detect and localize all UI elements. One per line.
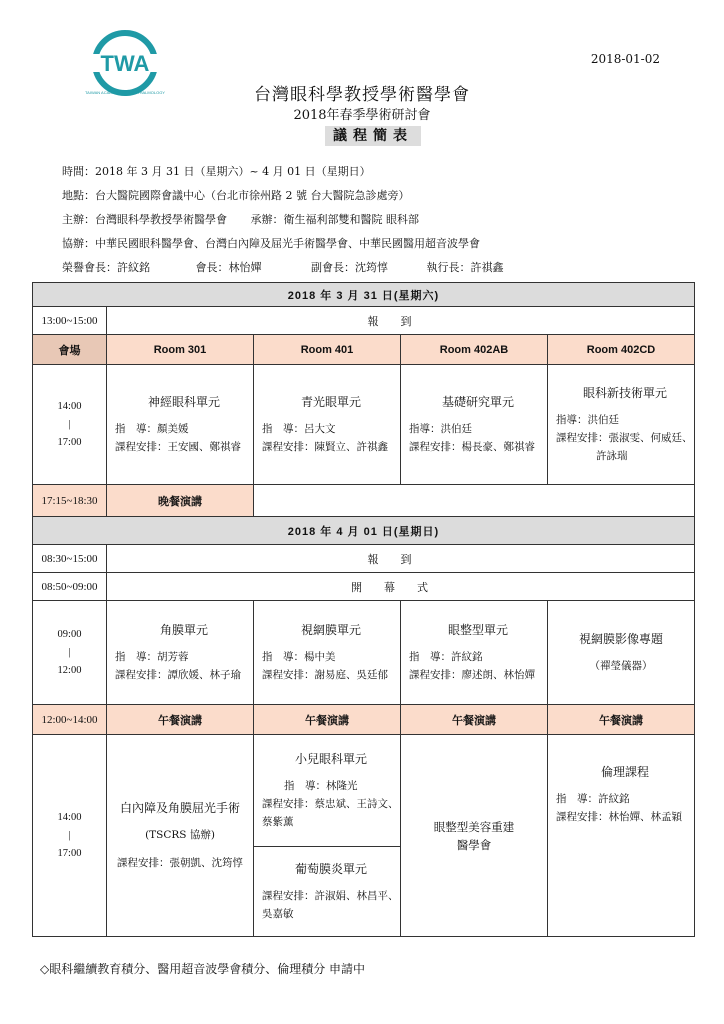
schedule-table bbox=[32, 282, 695, 937]
room-301: Room 301 bbox=[107, 335, 254, 365]
day2-reg-time: 08:30~15:00 bbox=[33, 545, 107, 573]
info-host-row bbox=[62, 211, 419, 227]
session-oculoplastic: 眼整型單元 指 導：許紋銘 課程安排：廖述朗、林怡嬋 bbox=[401, 601, 548, 705]
day2-reg-label: 報到 bbox=[107, 545, 695, 573]
day1-dinner-row bbox=[33, 485, 695, 517]
session-ethics: 倫理課程 指 導：許紋銘 課程安排：林怡嬋、林孟穎 bbox=[548, 735, 695, 937]
day2-afternoon-time: 14:00 | 17:00 bbox=[33, 735, 107, 937]
day1-room-row bbox=[33, 335, 695, 365]
logo-ring-text: TAIWAN ACADEMY OF OPHTHALMOLOGY bbox=[85, 90, 165, 95]
session-retina: 視網膜單元 指 導：楊中美 課程安排：謝易庭、吳廷郁 bbox=[254, 601, 401, 705]
vice-president: 副會長：沈筠惇 bbox=[311, 261, 388, 274]
day2-open-time: 08:50~09:00 bbox=[33, 573, 107, 601]
day2-lunch-row bbox=[33, 705, 695, 735]
executive: 執行長：許祺鑫 bbox=[426, 261, 504, 274]
room-401: Room 401 bbox=[254, 335, 401, 365]
day1-heading-row bbox=[33, 283, 695, 307]
day1-session-time: 14:00 | 17:00 bbox=[33, 365, 107, 485]
session-retina-imaging: 視網膜影像專題 （禪瑩儀器） bbox=[548, 601, 695, 705]
info-host: 主辦：台灣眼科學教授學術醫學會 bbox=[62, 213, 227, 226]
info-time: 時間：2018 年 3 月 31 日（星期六）~ 4 月 01 日（星期日） bbox=[62, 165, 371, 178]
day1-heading: 2018 年 3 月 31 日(星期六) bbox=[33, 283, 695, 307]
day1-registration-row bbox=[33, 307, 695, 335]
session-basic-research: 基礎研究單元 指導：洪伯廷 課程安排：楊長豪、鄭祺睿 bbox=[401, 365, 548, 485]
lunch-talk-1: 午餐演講 bbox=[107, 705, 254, 735]
room-402cd: Room 402CD bbox=[548, 335, 695, 365]
day1-session-row bbox=[33, 365, 695, 485]
venue-label: 會場 bbox=[33, 335, 107, 365]
honorary-president: 榮譽會長：許紋銘 bbox=[62, 261, 150, 274]
logo-text: TWA bbox=[100, 51, 150, 76]
session-plastic-society: 眼整型美容重建 醫學會 bbox=[401, 735, 548, 937]
day1-reg-label: 報到 bbox=[107, 307, 695, 335]
president: 會長：林怡嬋 bbox=[195, 261, 262, 274]
session-uveitis: 葡萄膜炎單元 課程安排：許淑娟、林昌平、 吳嘉敏 bbox=[254, 847, 401, 937]
info-officers bbox=[62, 259, 504, 275]
day2-heading: 2018 年 4 月 01 日(星期日) bbox=[33, 517, 695, 545]
day2-morning-row bbox=[33, 601, 695, 705]
day2-open-label: 開幕式 bbox=[107, 573, 695, 601]
day1-dinner-label: 晚餐演講 bbox=[107, 485, 254, 517]
info-place: 地點：台大醫院國際會議中心（台北市徐州路 2 號 台大醫院急診處旁） bbox=[62, 189, 410, 202]
session-pediatric: 小兒眼科單元 指 導：林隆光 課程安排：蔡忠斌、王詩文、 蔡紫薰 bbox=[254, 735, 401, 847]
document-date: 2018-01-02 bbox=[590, 52, 660, 66]
day1-dinner-time: 17:15~18:30 bbox=[33, 485, 107, 517]
lunch-talk-4: 午餐演講 bbox=[548, 705, 695, 735]
day1-reg-time: 13:00~15:00 bbox=[33, 307, 107, 335]
session-cataract: 白內障及角膜屈光手術 (TSCRS 協辦) 課程安排：張朝凱、沈筠惇 bbox=[107, 735, 254, 937]
lunch-talk-2: 午餐演講 bbox=[254, 705, 401, 735]
lunch-talk-3: 午餐演講 bbox=[401, 705, 548, 735]
day2-opening-row bbox=[33, 573, 695, 601]
info-organizer: 承辦：衛生福利部雙和醫院 眼科部 bbox=[250, 213, 419, 226]
session-cornea: 角膜單元 指 導：胡芳蓉 課程安排：譚欣媛、林子瑜 bbox=[107, 601, 254, 705]
room-402ab: Room 402AB bbox=[401, 335, 548, 365]
session-glaucoma: 青光眼單元 指 導：呂大文 課程安排：陳賢立、許祺鑫 bbox=[254, 365, 401, 485]
page-title: 台灣眼科學教授學術醫學會 bbox=[254, 85, 470, 105]
day2-heading-row bbox=[33, 517, 695, 545]
session-new-tech: 眼科新技術單元 指導：洪伯廷 課程安排：張淑雯、何威廷、 許詠瑞 bbox=[548, 365, 695, 485]
session-neuro: 神經眼科單元 指 導：顏美媛 課程安排：王安國、鄭祺睿 bbox=[107, 365, 254, 485]
agenda-label: 議程簡表 bbox=[325, 126, 421, 146]
info-cohost: 協辦：中華民國眼科醫學會、台灣白內障及屈光手術醫學會、中華民國醫用超音波學會 bbox=[62, 237, 480, 250]
day2-registration-row bbox=[33, 545, 695, 573]
day2-lunch-time: 12:00~14:00 bbox=[33, 705, 107, 735]
day2-morning-time: 09:00 | 12:00 bbox=[33, 601, 107, 705]
page-subtitle: 2018年春季學術研討會 bbox=[293, 108, 431, 123]
footnote: ◇眼科繼續教育積分、醫用超音波學會積分、倫理積分 申請中 bbox=[40, 962, 366, 976]
day2-afternoon-row-a bbox=[33, 735, 695, 847]
